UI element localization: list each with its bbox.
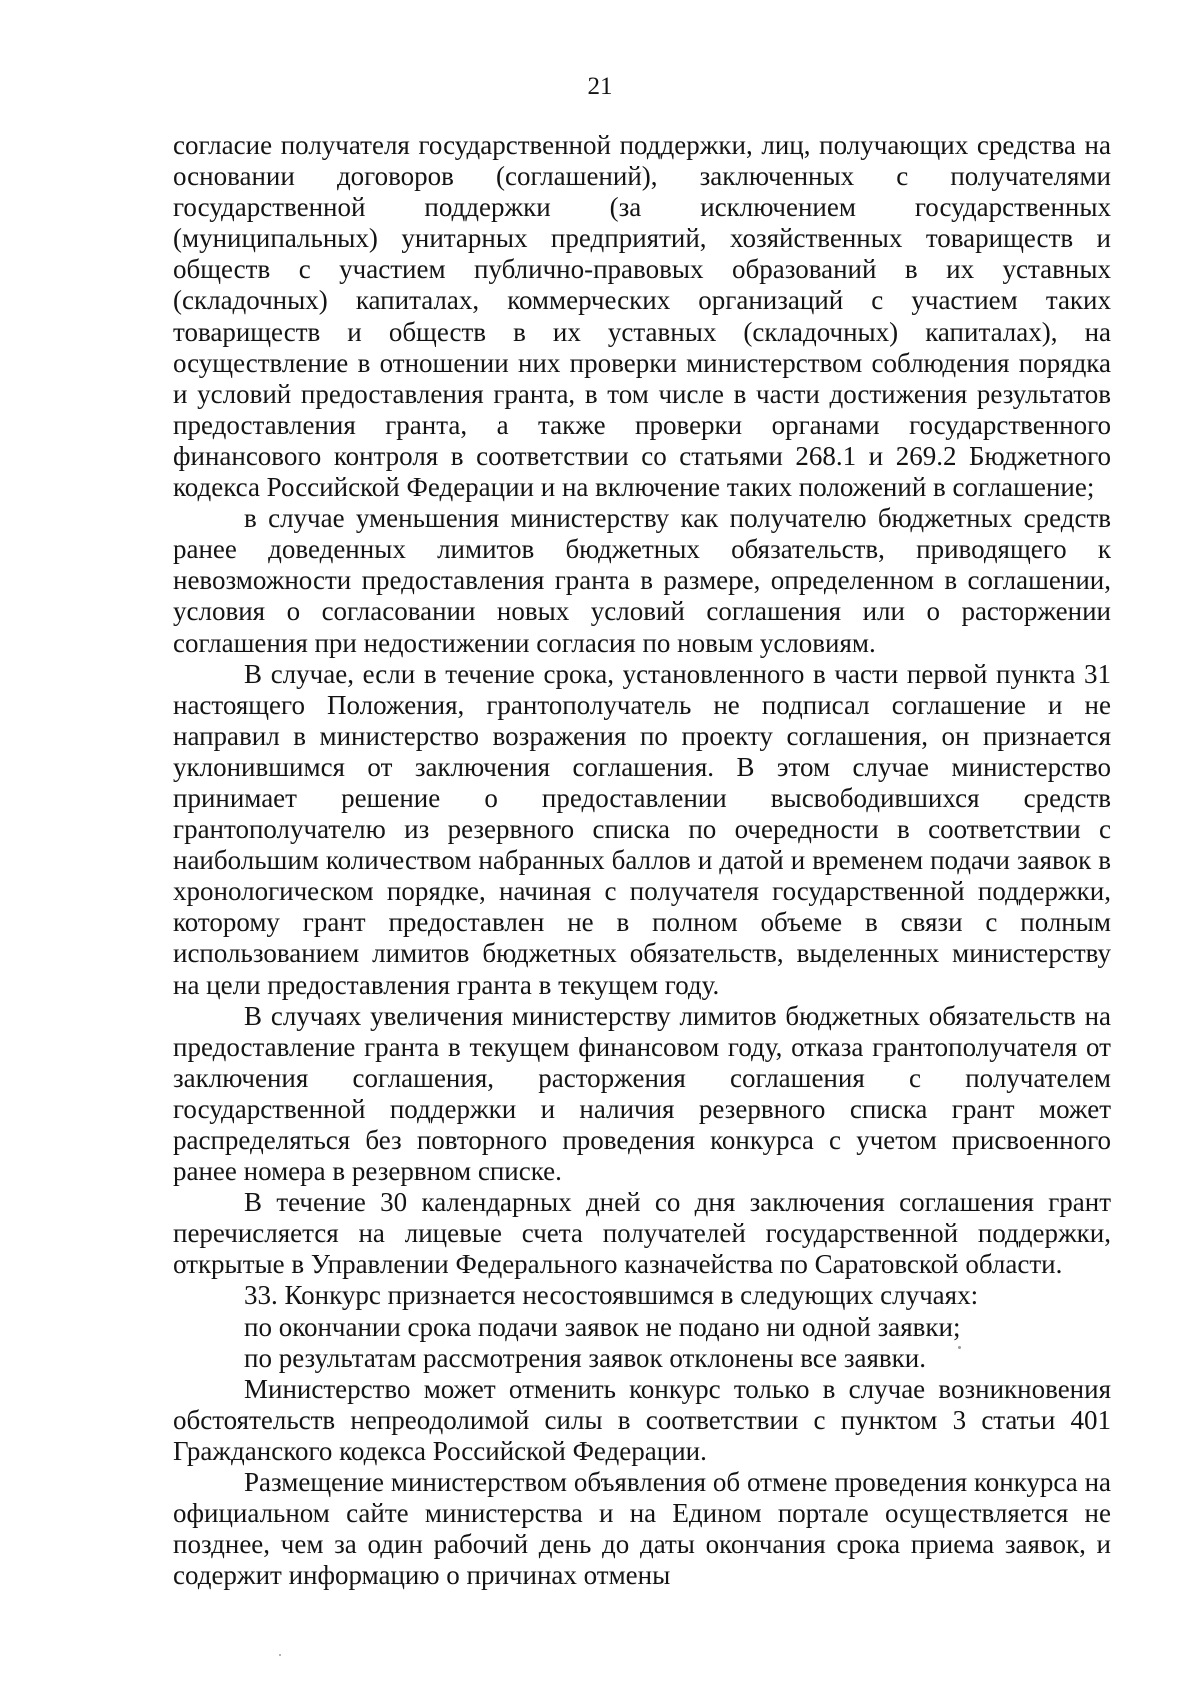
page-number: 21 [587, 73, 613, 100]
paragraph-limits-increase: В случаях увеличения министерству лимитов бюджетных обязательств на предоставление гранта в текущем финансовом году, отказа грантополучателя от заключения соглашения, расторжения соглашения с получателем государственной поддержки и наличия резервного списка грант может распределяться без повторного проведения конкурса с учетом присвоенного ранее номера в резервном списке. [173, 1000, 1111, 1187]
paragraph-cancellation-notice: Размещение министерством объявления об отмене проведения конкурса на официальном сайте министерства и на Едином портале осуществляется не позднее, чем за один рабочий день до даты окончания срока приема заявок, и содержит информацию о причинах отмены [173, 1467, 1111, 1591]
paragraph-grant-transfer: В течение 30 календарных дней со дня заключения соглашения грант перечисляется на лицевые счета получателей государственной поддержки, открытые в Управлении Федерального казначейства по Саратовской области. [173, 1187, 1111, 1280]
paragraph-no-applications: по окончании срока подачи заявок не подано ни одной заявки; [244, 1311, 961, 1342]
paragraph-all-rejected: по результатам рассмотрения заявок отклонены все заявки. [244, 1342, 926, 1373]
paragraph-limits-reduction: в случае уменьшения министерству как получателю бюджетных средств ранее доведенных лимитов бюджетных обязательств, приводящего к невозможности предоставления гранта в размере, определенном в соглашении, условия о согласовании новых условий соглашения или о расторжении соглашения при недостижении согласия по новым условиям. [173, 503, 1111, 658]
scan-speck [279, 1654, 281, 1656]
paragraph-force-majeure: Министерство может отменить конкурс только в случае возникновения обстоятельств непреодолимой силы в соответствии с пунктом 3 статьи 401 Гражданского кодекса Российской Федерации. [173, 1373, 1111, 1466]
paragraph-consent-continuation: согласие получателя государственной поддержки, лиц, получающих средства на основании договоров (соглашений), заключенных с получателями государственной поддержки (за исключением государственных (муниципальных) унитарных предприятий, хозяйственных товариществ и обществ с участием публично-правовых образований в их уставных (складочных) капиталах, коммерческих организаций с участием таких товариществ и обществ в их уставных (складочных) капиталах), на осуществление в отношении них проверки министерством соблюдения порядка и условий предоставления гранта, в том числе в части достижения результатов предоставления гранта, а также проверки органами государственного финансового контроля в соответствии со статьями 268.1 и 269.2 Бюджетного кодекса Российской Федерации и на включение таких положений в соглашение; [173, 130, 1111, 503]
paragraph-evasion-reserve-list: В случае, если в течение срока, установленного в части первой пункта 31 настоящего Положения, грантополучатель не подписал соглашение и не направил в министерство возражения по проекту соглашения, он признается уклонившимся от заключения соглашения. В этом случае министерство принимает решение о предоставлении высвободившихся средств грантополучателю из резервного списка по очередности в соответствии с наибольшим количеством набранных баллов и датой и временем подачи заявок в хронологическом порядке, начиная с получателя государственной поддержки, которому грант предоставлен не в полном объеме в связи с полным использованием лимитов бюджетных обязательств, выделенных министерству на цели предоставления гранта в текущем году. [173, 658, 1111, 1000]
document-body [173, 130, 1111, 1591]
scan-speck [958, 1346, 961, 1349]
paragraph-clause-33: 33. Конкурс признается несостоявшимся в следующих случаях: [244, 1280, 979, 1311]
